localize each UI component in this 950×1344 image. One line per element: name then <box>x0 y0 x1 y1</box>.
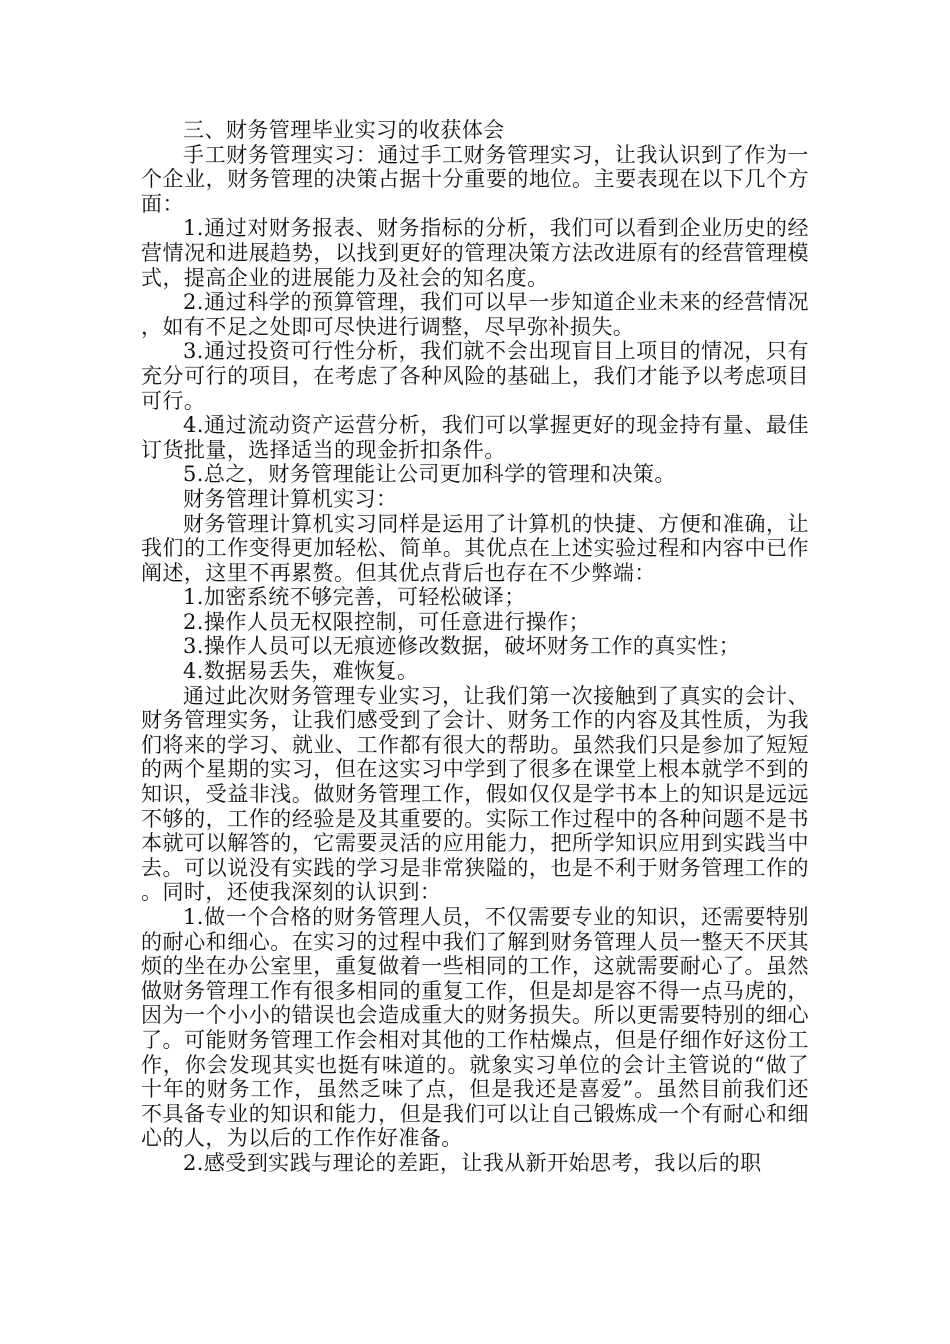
paragraph: 财务管理计算机实习同样是运用了计算机的快捷、方便和准确，让我们的工作变得更加轻松、简单。其优点在上述实验过程和内容中已作阐述，这里不再累赘。但其优点背后也存在不少弊端： <box>141 511 809 585</box>
list-item: 3.通过投资可行性分析，我们就不会出现盲目上项目的情况，只有充分可行的项目，在考虑了各种风险的基础上，我们才能予以考虑项目可行。 <box>141 339 809 413</box>
section-heading: 三、财务管理毕业实习的收获体会 <box>183 118 505 142</box>
list-item: 2.感受到实践与理论的差距，让我从新开始思考，我以后的职 <box>183 1150 762 1175</box>
list-item: 3.操作人员可以无痕迹修改数据，破坏财务工作的真实性； <box>183 634 741 659</box>
list-item: 4.数据易丢失，难恢复。 <box>183 659 419 684</box>
list-item: 2.通过科学的预算管理，我们可以早一步知道企业未来的经营情况，如有不足之处即可尽快进行调整，尽早弥补损失。 <box>141 290 809 339</box>
list-item: 4.通过流动资产运营分析，我们可以掌握更好的现金持有量、最佳订货批量，选择适当的现金折扣条件。 <box>141 413 809 462</box>
subheading: 财务管理计算机实习： <box>183 486 398 511</box>
paragraph: 通过此次财务管理专业实习，让我们第一次接触到了真实的会计、财务管理实务，让我们感受到了会计、财务工作的内容及其性质，为我们将来的学习、就业、工作都有很大的帮助。虽然我们只是参加了短短的两个星期的实习，但在这实习中学到了很多在课堂上根本就学不到的知识，受益非浅。做财务管理工作，假如仅仅是学书本上的知识是远远不够的，工作的经验是及其重要的。实际工作过程中的各种问题不是书本就可以解答的，它需要灵活的应用能力，把所学知识应用到实践当中去。可以说没有实践的学习是非常狭隘的，也是不利于财务管理工作的。同时，还使我深刻的认识到： <box>141 683 809 905</box>
document-body <box>141 118 809 1176</box>
list-item: 5.总之，财务管理能让公司更加科学的管理和决策。 <box>183 462 676 487</box>
list-item: 1.做一个合格的财务管理人员，不仅需要专业的知识，还需要特别的耐心和细心。在实习的过程中我们了解到财务管理人员一整天不厌其烦的坐在办公室里，重复做着一些相同的工作，这就需要耐心了。虽然做财务管理工作有很多相同的重复工作，但是却是容不得一点马虎的，因为一个小小的错误也会造成重大的财务损失。所以更需要特别的细心了。可能财务管理工作会相对其他的工作枯燥点，但是仔细作好这份工作，你会发现其实也挺有味道的。就象实习单位的会计主管说的“做了十年的财务工作，虽然乏味了点，但是我还是喜爱”。虽然目前我们还不具备专业的知识和能力，但是我们可以让自己锻炼成一个有耐心和细心的人，为以后的工作作好准备。 <box>141 905 809 1151</box>
list-item: 2.操作人员无权限控制，可任意进行操作； <box>183 609 591 634</box>
list-item: 1.通过对财务报表、财务指标的分析，我们可以看到企业历史的经营情况和进展趋势，以找到更好的管理决策方法改进原有的经营管理模式，提高企业的进展能力及社会的知名度。 <box>141 216 809 290</box>
paragraph: 手工财务管理实习：通过手工财务管理实习，让我认识到了作为一个企业，财务管理的决策占据十分重要的地位。主要表现在以下几个方面： <box>141 142 809 216</box>
list-item: 1.加密系统不够完善，可轻松破译； <box>183 585 526 610</box>
